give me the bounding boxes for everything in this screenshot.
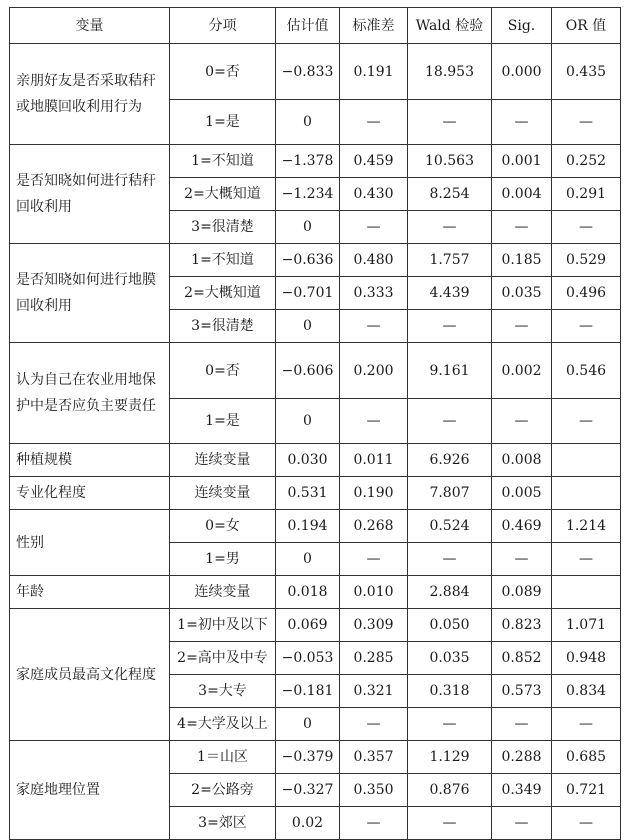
item-cell: 1＝山区 [170,741,276,774]
item-cell: 1=不知道 [170,145,276,178]
sig-cell: — [492,211,552,244]
std-error-cell: 0.333 [340,277,408,310]
wald-cell: — [408,807,492,840]
variable-cell: 家庭成员最高文化程度 [10,609,170,741]
estimate-cell: 0 [276,310,340,343]
or-cell: — [552,100,621,145]
wald-cell: 0.876 [408,774,492,807]
sig-cell: — [492,708,552,741]
std-error-cell: 0.459 [340,145,408,178]
std-error-cell: — [340,807,408,840]
or-cell: — [552,399,621,444]
sig-cell: 0.185 [492,244,552,277]
estimate-cell: 0 [276,708,340,741]
table-row [10,741,621,774]
variable-cell: 是否知晓如何进行秸秆回收利用 [10,145,170,244]
table-body [10,44,621,840]
table-row [10,510,621,543]
header-std-error: 标准差 [340,8,408,44]
header-item: 分项 [170,8,276,44]
item-cell: 4=大学及以上 [170,708,276,741]
std-error-cell: 0.285 [340,642,408,675]
item-cell: 2=公路旁 [170,774,276,807]
item-cell: 2=大概知道 [170,277,276,310]
sig-cell: — [492,310,552,343]
estimate-cell: −0.606 [276,343,340,399]
sig-cell: — [492,807,552,840]
or-cell: 0.948 [552,642,621,675]
wald-cell: 4.439 [408,277,492,310]
sig-cell: 0.002 [492,343,552,399]
table-row [10,609,621,642]
header-estimate: 估计值 [276,8,340,44]
item-cell: 3=大专 [170,675,276,708]
estimate-cell: 0.194 [276,510,340,543]
sig-cell: — [492,399,552,444]
table-row [10,576,621,609]
or-cell: — [552,708,621,741]
std-error-cell: 0.357 [340,741,408,774]
estimate-cell: 0.02 [276,807,340,840]
std-error-cell: 0.268 [340,510,408,543]
or-cell: 0.291 [552,178,621,211]
item-cell: 2=大概知道 [170,178,276,211]
table-row [10,244,621,277]
variable-cell: 亲朋好友是否采取秸秆或地膜回收利用行为 [10,44,170,145]
wald-cell: 0.318 [408,675,492,708]
sig-cell: 0.573 [492,675,552,708]
estimate-cell: 0 [276,211,340,244]
std-error-cell: 0.480 [340,244,408,277]
std-error-cell: — [340,543,408,576]
item-cell: 连续变量 [170,576,276,609]
item-cell: 2=高中及中专 [170,642,276,675]
wald-cell: 0.524 [408,510,492,543]
item-cell: 连续变量 [170,477,276,510]
wald-cell: 2.884 [408,576,492,609]
wald-cell: — [408,310,492,343]
table-row [10,44,621,100]
sig-cell: — [492,100,552,145]
wald-cell: — [408,211,492,244]
sig-cell: 0.005 [492,477,552,510]
sig-cell: 0.000 [492,44,552,100]
wald-cell: 7.807 [408,477,492,510]
variable-cell: 是否知晓如何进行地膜回收利用 [10,244,170,343]
table-row [10,477,621,510]
header-wald: Wald 检验 [408,8,492,44]
variable-cell: 年龄 [10,576,170,609]
variable-cell: 专业化程度 [10,477,170,510]
or-cell: 0.546 [552,343,621,399]
item-cell: 1=不知道 [170,244,276,277]
estimate-cell: 0.531 [276,477,340,510]
sig-cell: 0.035 [492,277,552,310]
or-cell: 0.435 [552,44,621,100]
estimate-cell: −0.181 [276,675,340,708]
or-cell: 0.721 [552,774,621,807]
item-cell: 3=郊区 [170,807,276,840]
table-row [10,145,621,178]
header-sig: Sig. [492,8,552,44]
or-cell [552,477,621,510]
header-row [10,8,621,44]
std-error-cell: 0.350 [340,774,408,807]
sig-cell: 0.288 [492,741,552,774]
regression-table [9,7,621,840]
wald-cell: 10.563 [408,145,492,178]
item-cell: 1=初中及以下 [170,609,276,642]
wald-cell: 8.254 [408,178,492,211]
item-cell: 0=女 [170,510,276,543]
estimate-cell: 0 [276,100,340,145]
or-cell: — [552,543,621,576]
variable-cell: 认为自己在农业用地保护中是否应负主要责任 [10,343,170,444]
or-cell: 1.071 [552,609,621,642]
std-error-cell: — [340,310,408,343]
item-cell: 0=否 [170,343,276,399]
sig-cell: 0.469 [492,510,552,543]
item-cell: 1=是 [170,100,276,145]
estimate-cell: −0.701 [276,277,340,310]
estimate-cell: 0.018 [276,576,340,609]
std-error-cell: 0.010 [340,576,408,609]
table-row [10,444,621,477]
estimate-cell: 0 [276,543,340,576]
wald-cell: — [408,708,492,741]
estimate-cell: 0 [276,399,340,444]
item-cell: 连续变量 [170,444,276,477]
or-cell: 0.496 [552,277,621,310]
variable-cell: 种植规模 [10,444,170,477]
or-cell: 0.252 [552,145,621,178]
wald-cell: — [408,543,492,576]
item-cell: 3=很清楚 [170,310,276,343]
or-cell: — [552,807,621,840]
or-cell [552,576,621,609]
header-variable: 变量 [10,8,170,44]
estimate-cell: −1.378 [276,145,340,178]
or-cell: 1.214 [552,510,621,543]
or-cell: 0.529 [552,244,621,277]
item-cell: 1=男 [170,543,276,576]
wald-cell: 6.926 [408,444,492,477]
variable-cell: 性别 [10,510,170,576]
std-error-cell: 0.430 [340,178,408,211]
estimate-cell: −0.379 [276,741,340,774]
std-error-cell: — [340,100,408,145]
or-cell: 0.685 [552,741,621,774]
estimate-cell: −1.234 [276,178,340,211]
or-cell: — [552,310,621,343]
estimate-cell: −0.636 [276,244,340,277]
variable-cell: 家庭地理位置 [10,741,170,840]
or-cell: 0.834 [552,675,621,708]
wald-cell: 1.757 [408,244,492,277]
std-error-cell: — [340,211,408,244]
wald-cell: 0.050 [408,609,492,642]
std-error-cell: 0.190 [340,477,408,510]
item-cell: 1=是 [170,399,276,444]
or-cell [552,444,621,477]
wald-cell: 9.161 [408,343,492,399]
table-row [10,343,621,399]
header-or: OR 值 [552,8,621,44]
sig-cell: 0.852 [492,642,552,675]
estimate-cell: 0.069 [276,609,340,642]
std-error-cell: 0.011 [340,444,408,477]
std-error-cell: 0.191 [340,44,408,100]
std-error-cell: 0.200 [340,343,408,399]
sig-cell: — [492,543,552,576]
wald-cell: 0.035 [408,642,492,675]
estimate-cell: −0.833 [276,44,340,100]
std-error-cell: — [340,399,408,444]
sig-cell: 0.001 [492,145,552,178]
estimate-cell: −0.327 [276,774,340,807]
wald-cell: 18.953 [408,44,492,100]
estimate-cell: −0.053 [276,642,340,675]
std-error-cell: 0.321 [340,675,408,708]
std-error-cell: — [340,708,408,741]
estimate-cell: 0.030 [276,444,340,477]
item-cell: 3=很清楚 [170,211,276,244]
wald-cell: 1.129 [408,741,492,774]
std-error-cell: 0.309 [340,609,408,642]
sig-cell: 0.004 [492,178,552,211]
or-cell: — [552,211,621,244]
item-cell: 0=否 [170,44,276,100]
sig-cell: 0.349 [492,774,552,807]
sig-cell: 0.089 [492,576,552,609]
sig-cell: 0.823 [492,609,552,642]
wald-cell: — [408,100,492,145]
wald-cell: — [408,399,492,444]
sig-cell: 0.008 [492,444,552,477]
